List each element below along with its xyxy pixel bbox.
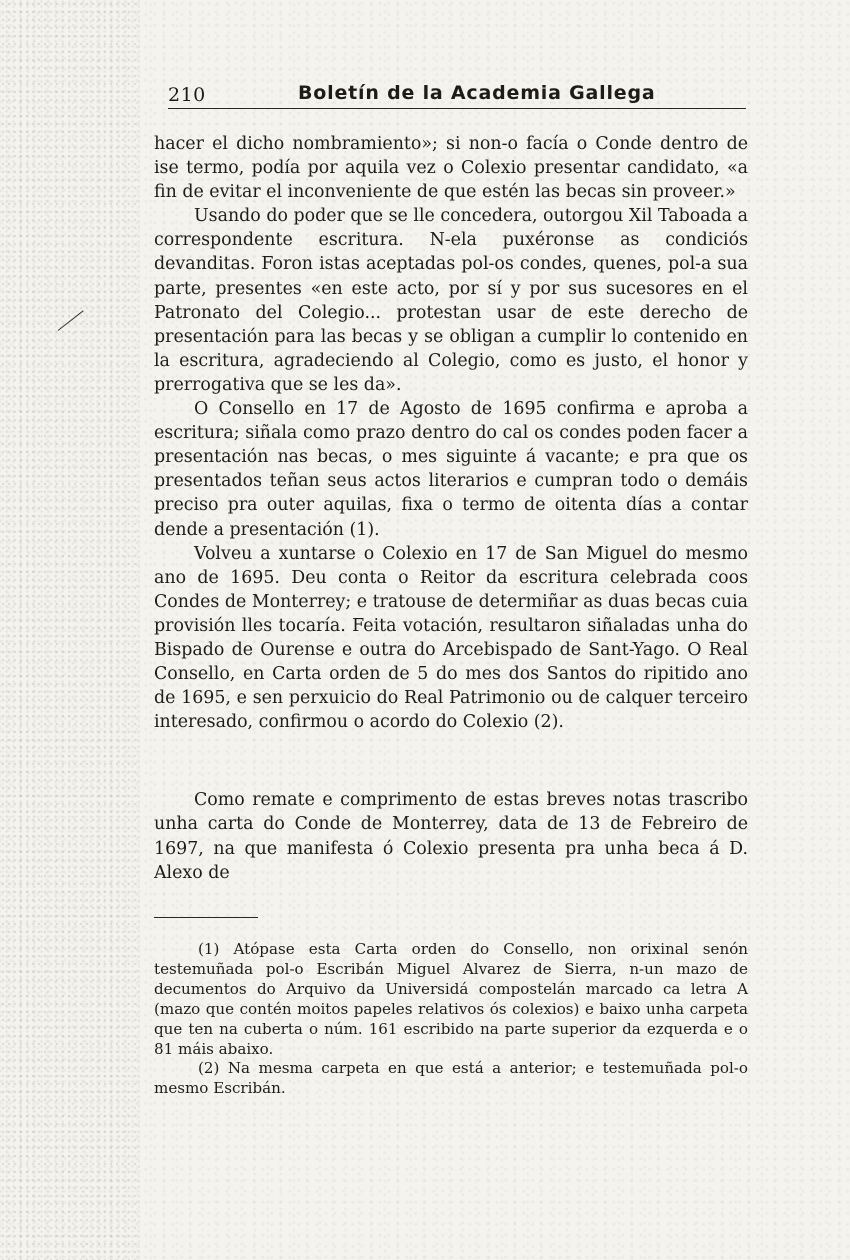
page-number: 210 bbox=[168, 84, 206, 106]
paragraph-2: Usando do poder que se lle concedera, outorgou Xil Taboada a correspondente escritura. N-ela puxéronse as condiciós devanditas. Foron istas aceptadas pol-os condes, quenes, pol-a sua parte, presentes «en este acto, por sí y por sus sucesores en el Patronato del Colegio... protestan usar de este derecho de presentación para las becas y se obligan a cumplir lo contenido en la escritura, agradeciendo al Colegio, como es justo, el honor y prerrogativa que se les da». bbox=[154, 206, 748, 395]
running-title: Boletín de la Academia Gallega bbox=[298, 82, 656, 104]
footnote-2: (2) Na mesma carpeta en que está a anterior; e testemuñada pol-o mesmo Escribán. bbox=[154, 1059, 748, 1098]
page-header bbox=[168, 82, 746, 109]
margin-noise bbox=[0, 0, 140, 1260]
paragraph-1: hacer el dicho nombramiento»; si non-o facía o Conde dentro de ise termo, podía por aquila vez o Colexio presentar candidato, «a fin de evitar el inconveniente de que estén las becas sin proveer.» bbox=[154, 134, 748, 203]
paragraph-5: Como remate e comprimento de estas breves notas trascribo unha carta do Conde de Monterrey, data de 13 de Febreiro de 1697, na que manifesta ó Colexio presenta pra unha beca á D. Alexo de bbox=[154, 790, 748, 883]
paragraph-4: Volveu a xuntarse o Colexio en 17 de San Miguel do mesmo ano de 1695. Deu conta o Reitor da escritura celebrada coos Condes de Monterrey; e tratouse de determiñar as duas becas cuia provisión lles tocaría. Feita votación, resultaron siñaladas unha do Bispado de Ourense e outra do Arcebispado de Sant-Yago. O Real Consello, en Carta orden de 5 do mes dos Santos do ripitido ano de 1695, e sen perxuicio do Real Patrimonio ou de calquer terceiro interesado, confirmou o acordo do Colexio (2). bbox=[154, 543, 748, 733]
paragraph-3: O Consello en 17 de Agosto de 1695 confirma e aproba a escritura; siñala como prazo dentro do cal os condes poden facer a presentación nas becas, o mes siguinte á vacante; e pra que os presentados teñan seus actos literarios e cumpran todo o demáis preciso pra outer aquilas, fixa o termo de oitenta días a contar dende a presentación (1). bbox=[154, 399, 748, 540]
body-text bbox=[154, 132, 748, 885]
footnotes bbox=[154, 940, 748, 1099]
footnote-1: (1) Atópase esta Carta orden do Consello, non orixinal senón testemuñada pol-o Escribán Miguel Alvarez de Sierra, n-un mazo de decumentos do Arquivo da Universidá compostelán marcado ca letra A (mazo que contén moitos papeles relativos ós colexios) e baixo unha carpeta que ten na cuberta o núm. 161 escribido na parte superior da ezquerda e o 81 máis abaixo. bbox=[154, 940, 748, 1058]
footnote-separator bbox=[154, 917, 258, 918]
